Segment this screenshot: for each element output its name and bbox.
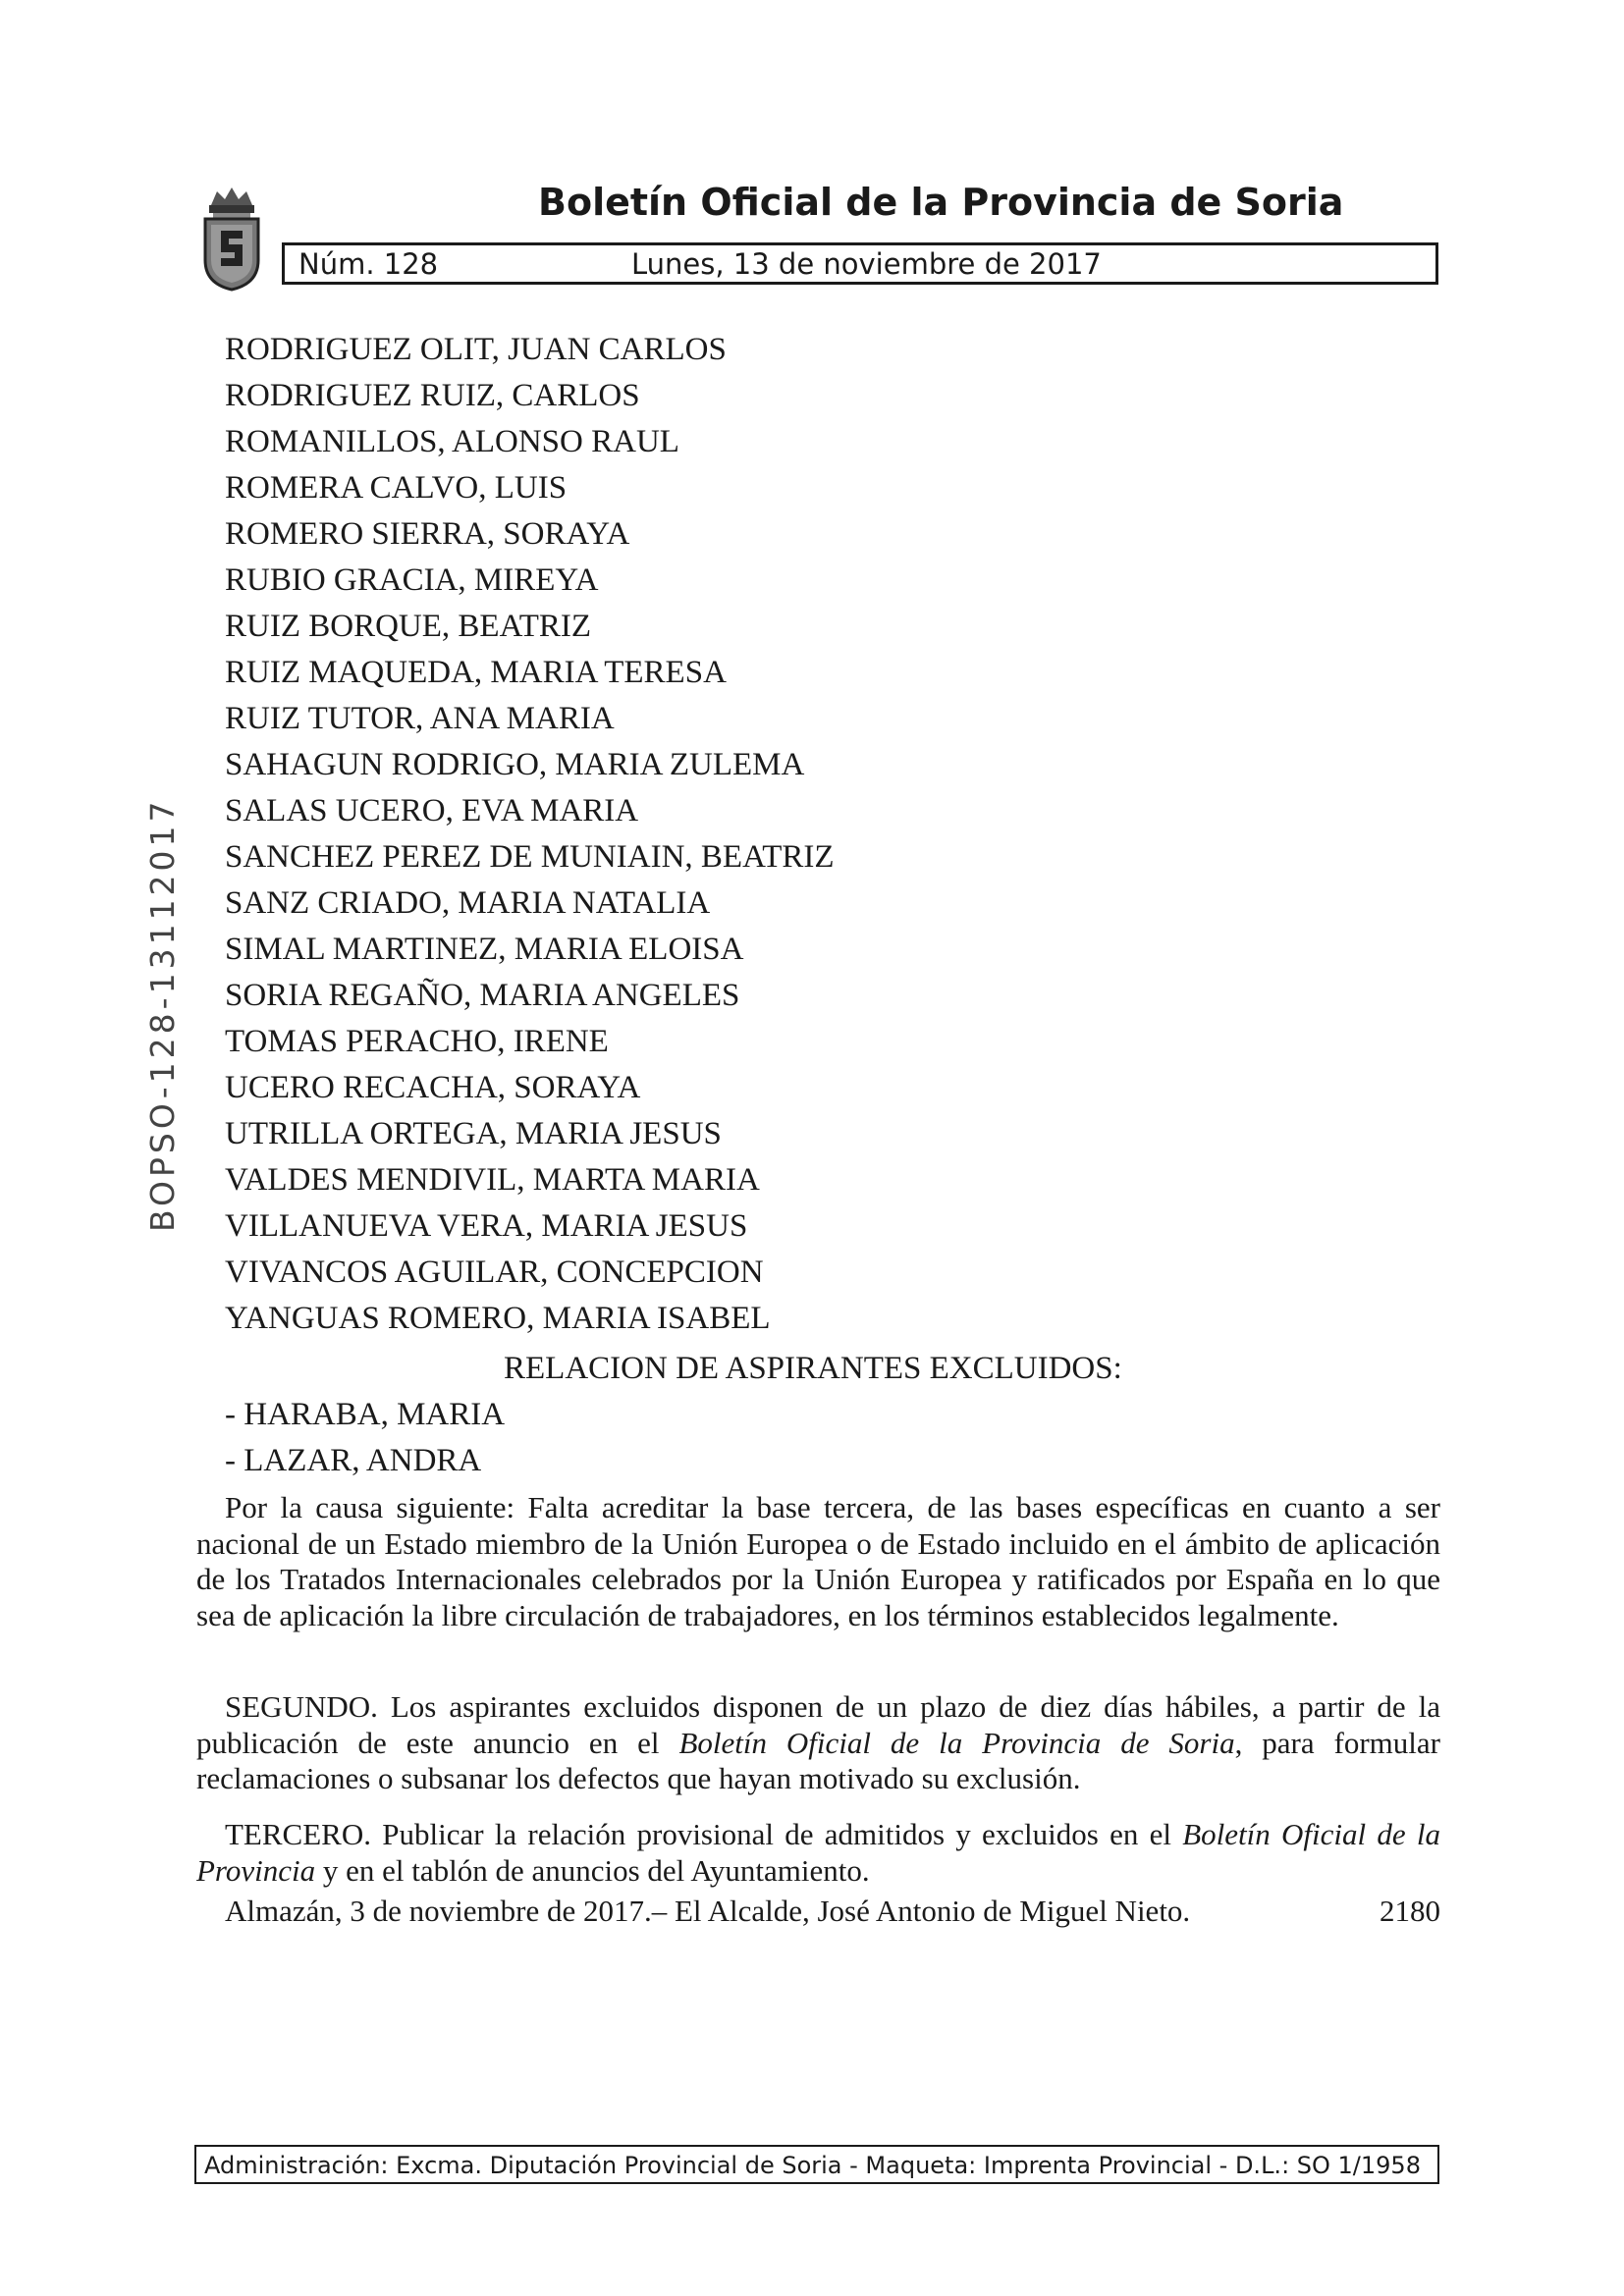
list-item: YANGUAS ROMERO, MARIA ISABEL	[225, 1301, 771, 1336]
announcement-number: 2180	[1380, 1894, 1440, 1928]
list-item: RUIZ BORQUE, BEATRIZ	[225, 609, 592, 644]
bulletin-reference: Boletín Oficial de la Provincia de Soria	[678, 1725, 1235, 1760]
excluded-list	[225, 1392, 505, 1484]
excluded-heading: RELACION DE ASPIRANTES EXCLUIDOS:	[504, 1351, 1122, 1386]
segundo-text: SEGUNDO. Los aspirantes excluidos disponen de un plazo de diez días hábiles, a partir de la publicación de este anuncio en el	[196, 1689, 1440, 1760]
list-item: SANZ CRIADO, MARIA NATALIA	[225, 885, 711, 921]
admitted-list	[225, 327, 835, 1342]
document-id: BOPSO-128-13112017	[143, 797, 182, 1232]
cause-paragraph: Por la causa siguiente: Falta acreditar la base tercera, de las bases específicas en cuanto a ser nacional de un Estado miembro de la Unión Europea o de Estado incluido en el ámbito de aplicación de los Tratados Internacionales celebrados por la Unión Europea y ratificados por España en lo que sea de aplicación la libre circulación de trabajadores, en los términos establecidos legalmente.	[196, 1490, 1440, 1632]
list-item: RODRIGUEZ RUIZ, CARLOS	[225, 378, 640, 413]
segundo-text-end: , para formular reclamaciones o subsanar los defectos que hayan motivado su exclusión.	[196, 1725, 1440, 1795]
list-item: - LAZAR, ANDRA	[225, 1443, 482, 1478]
list-item: TOMAS PERACHO, IRENE	[225, 1024, 609, 1059]
list-item: - HARABA, MARIA	[225, 1397, 506, 1432]
segundo-paragraph	[196, 1689, 1440, 1797]
list-item: RUBIO GRACIA, MIREYA	[225, 562, 599, 598]
coat-of-arms-icon	[199, 184, 264, 292]
list-item: UTRILLA ORTEGA, MARIA JESUS	[225, 1116, 722, 1151]
issue-header	[282, 242, 1438, 285]
list-item: RUIZ MAQUEDA, MARIA TERESA	[225, 655, 727, 690]
tercero-paragraph	[196, 1817, 1440, 1889]
list-item: VALDES MENDIVIL, MARTA MARIA	[225, 1162, 760, 1198]
footer: Administración: Excma. Diputación Provincial de Soria - Maqueta: Imprenta Provincial - D.L.: SO 1/1958	[194, 2145, 1439, 2184]
list-item: SALAS UCERO, EVA MARIA	[225, 793, 639, 828]
list-item: RODRIGUEZ OLIT, JUAN CARLOS	[225, 332, 727, 367]
list-item: SIMAL MARTINEZ, MARIA ELOISA	[225, 932, 744, 967]
bulletin-reference: Boletín Oficial de la Provincia	[196, 1817, 1440, 1888]
list-item: RUIZ TUTOR, ANA MARIA	[225, 701, 615, 736]
list-item: SAHAGUN RODRIGO, MARIA ZULEMA	[225, 747, 805, 782]
tercero-text-end: y en el tablón de anuncios del Ayuntamiento.	[315, 1852, 870, 1888]
list-item: ROMERA CALVO, LUIS	[225, 470, 568, 506]
list-item: UCERO RECACHA, SORAYA	[225, 1070, 641, 1105]
bulletin-title: Boletín Oficial de la Provincia de Soria	[538, 181, 1344, 224]
list-item: VIVANCOS AGUILAR, CONCEPCION	[225, 1255, 764, 1290]
signature-line: Almazán, 3 de noviembre de 2017.– El Alcalde, José Antonio de Miguel Nieto.	[225, 1894, 1191, 1928]
list-item: SORIA REGAÑO, MARIA ANGELES	[225, 978, 740, 1013]
list-item: SANCHEZ PEREZ DE MUNIAIN, BEATRIZ	[225, 839, 835, 875]
list-item: ROMERO SIERRA, SORAYA	[225, 516, 630, 552]
tercero-text: TERCERO. Publicar la relación provisional de admitidos y excluidos en el	[225, 1817, 1183, 1851]
issue-date: Lunes, 13 de noviembre de 2017	[631, 247, 1102, 281]
list-item: VILLANUEVA VERA, MARIA JESUS	[225, 1208, 748, 1244]
issue-number: Núm. 128	[298, 247, 439, 281]
list-item: ROMANILLOS, ALONSO RAUL	[225, 424, 679, 459]
